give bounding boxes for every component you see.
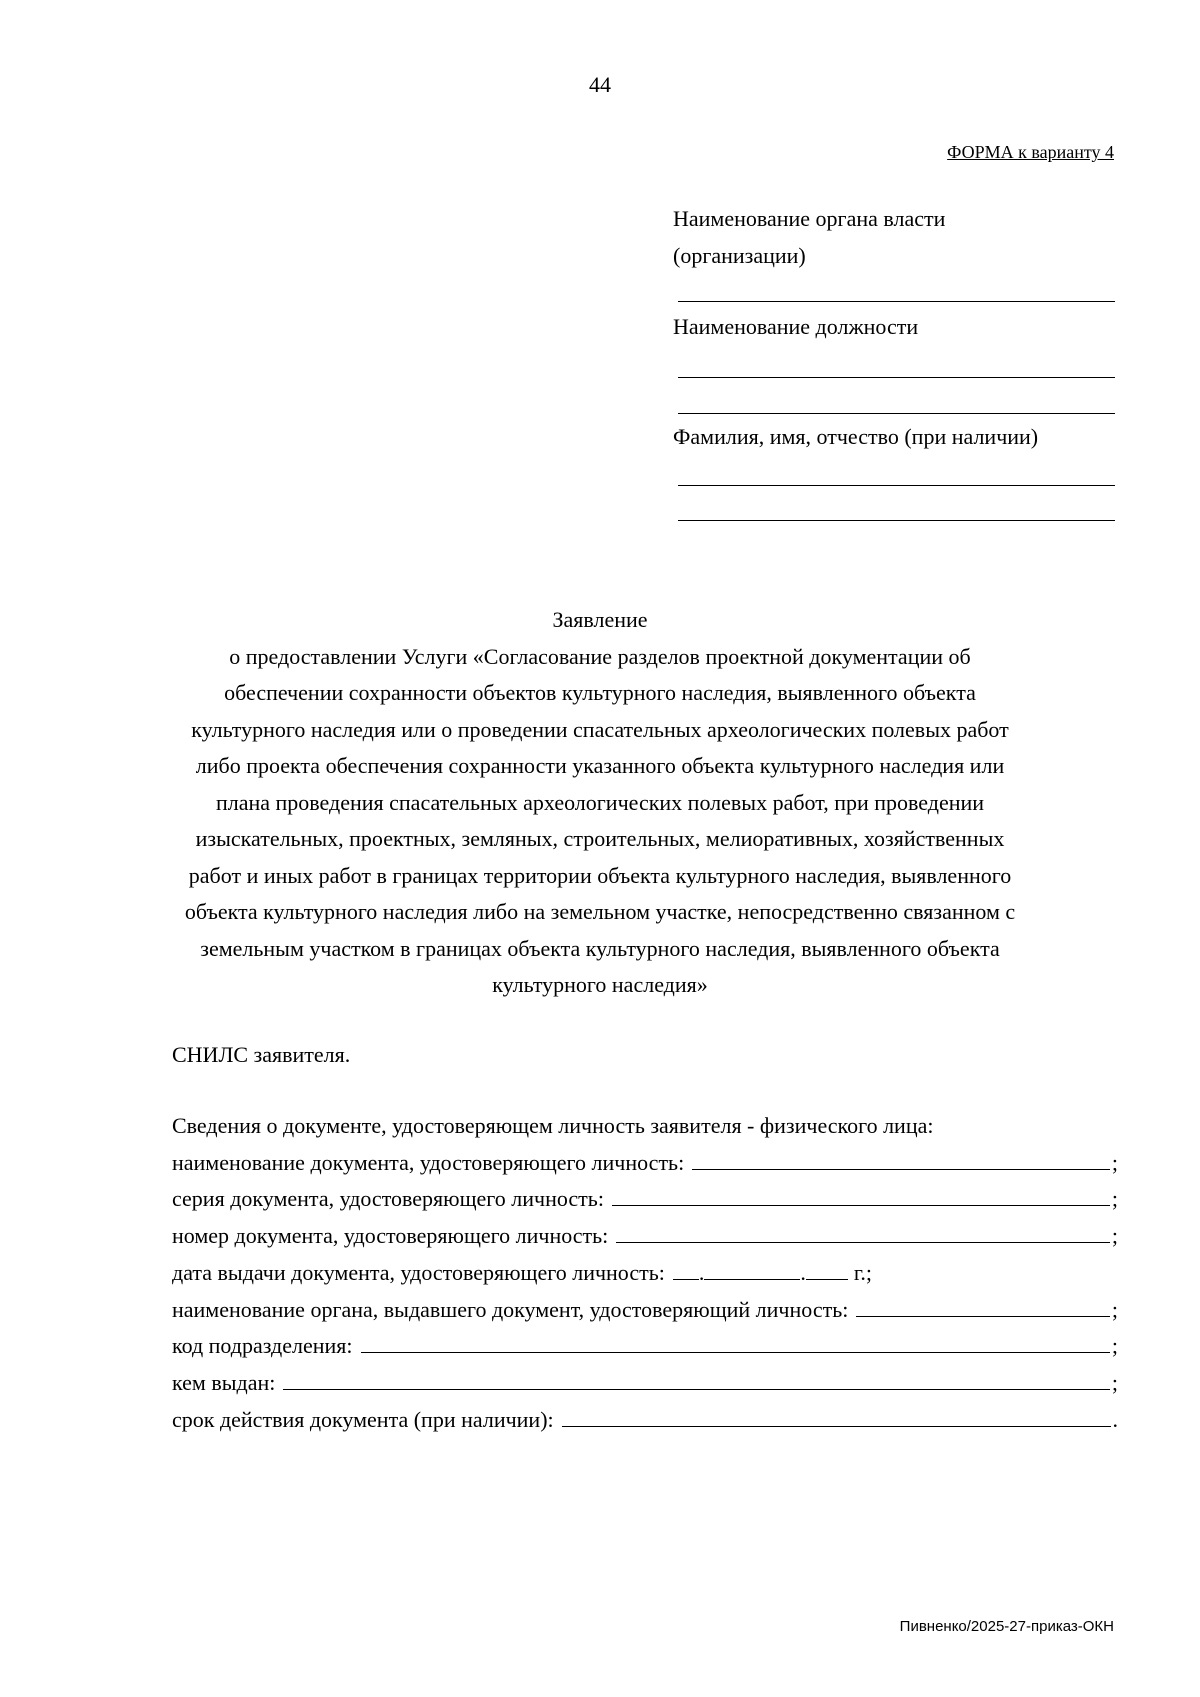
issue-day-field[interactable]	[673, 1257, 699, 1280]
statement-heading: Заявление	[552, 607, 648, 632]
year-suffix: г.;	[853, 1259, 873, 1285]
authority-label-cont: (организации)	[673, 243, 806, 268]
punctuation: .	[1112, 1406, 1118, 1432]
fio-input-line-1[interactable]	[678, 485, 1115, 486]
recipient-block	[673, 200, 1115, 449]
issue-month-field[interactable]	[704, 1257, 800, 1280]
validity-label: срок действия документа (при наличии):	[172, 1406, 554, 1432]
issue-date-row	[172, 1255, 1118, 1292]
authority-label: Наименование органа власти	[673, 206, 946, 231]
issue-date-label: дата выдачи документа, удостоверяющего личность:	[172, 1259, 665, 1285]
fio-label: Фамилия, имя, отчество (при наличии)	[673, 424, 1039, 449]
position-input-line-2[interactable]	[678, 413, 1115, 414]
statement-line: плана проведения спасательных археологических полевых работ, при проведении	[215, 789, 985, 815]
snils-label: СНИЛС заявителя.	[172, 1042, 351, 1067]
issued-by-label: кем выдан:	[172, 1369, 276, 1395]
series-row	[172, 1181, 1118, 1218]
punctuation: ;	[1111, 1369, 1118, 1395]
doc-name-label: наименование документа, удостоверяющего личность:	[172, 1149, 685, 1175]
statement-line: культурного наследия»	[492, 972, 708, 997]
doc-name-row	[172, 1145, 1118, 1182]
issued-by-field[interactable]	[283, 1367, 1110, 1390]
identity-document-fields	[172, 1108, 1118, 1438]
number-field[interactable]	[616, 1220, 1110, 1243]
position-input-line-1[interactable]	[678, 377, 1115, 378]
issuer-label: наименование органа, выдавшего документ, удостоверяющий личность:	[172, 1296, 849, 1322]
division-code-field[interactable]	[361, 1330, 1110, 1353]
division-row	[172, 1328, 1118, 1365]
punctuation: ;	[1111, 1333, 1118, 1359]
doc-name-field[interactable]	[692, 1147, 1110, 1170]
punctuation: ;	[1111, 1223, 1118, 1249]
series-label: серия документа, удостоверяющего личность:	[172, 1186, 604, 1212]
form-reference: ФОРМА к варианту 4	[947, 142, 1114, 162]
statement-line: объекта культурного наследия либо на земельном участке, непосредственно связанном с	[184, 899, 1016, 924]
statement-title	[130, 602, 1070, 1004]
statement-line: о предоставлении Услуги «Согласование разделов проектной документации об	[229, 643, 971, 669]
issue-year-field[interactable]	[806, 1257, 848, 1280]
punctuation: ;	[1111, 1186, 1118, 1212]
authority-input-line[interactable]	[678, 301, 1115, 302]
issuer-field[interactable]	[856, 1294, 1110, 1317]
statement-line: обеспечении сохранности объектов культурного наследия, выявленного объекта	[224, 680, 976, 705]
page-number: 44	[589, 72, 611, 97]
validity-row	[172, 1402, 1118, 1439]
statement-line: земельным участком в границах объекта культурного наследия, выявленного объекта	[200, 935, 1000, 961]
validity-field[interactable]	[562, 1404, 1111, 1427]
footer-doc-id: Пивненко/2025-27-приказ-ОКН	[899, 1618, 1114, 1635]
issue-date-field: . .	[673, 1255, 848, 1292]
document-intro: Сведения о документе, удостоверяющем личность заявителя - физического лица:	[172, 1113, 934, 1138]
punctuation: ;	[1111, 1296, 1118, 1322]
number-row	[172, 1218, 1118, 1255]
series-field[interactable]	[612, 1183, 1110, 1206]
issuer-row	[172, 1292, 1118, 1329]
fio-input-line-2[interactable]	[678, 520, 1115, 521]
statement-line: либо проекта обеспечения сохранности указанного объекта культурного наследия или	[195, 753, 1005, 778]
punctuation: ;	[1111, 1149, 1118, 1175]
issued-by-row	[172, 1365, 1118, 1402]
position-label: Наименование должности	[673, 314, 919, 339]
division-label: код подразделения:	[172, 1333, 353, 1359]
statement-line: культурного наследия или о проведении спасательных археологических полевых работ	[191, 716, 1009, 742]
number-label: номер документа, удостоверяющего личность:	[172, 1223, 609, 1249]
statement-line: изыскательных, проектных, земляных, строительных, мелиоративных, хозяйственных	[195, 826, 1005, 851]
statement-line: работ и иных работ в границах территории объекта культурного наследия, выявленного	[188, 862, 1012, 888]
